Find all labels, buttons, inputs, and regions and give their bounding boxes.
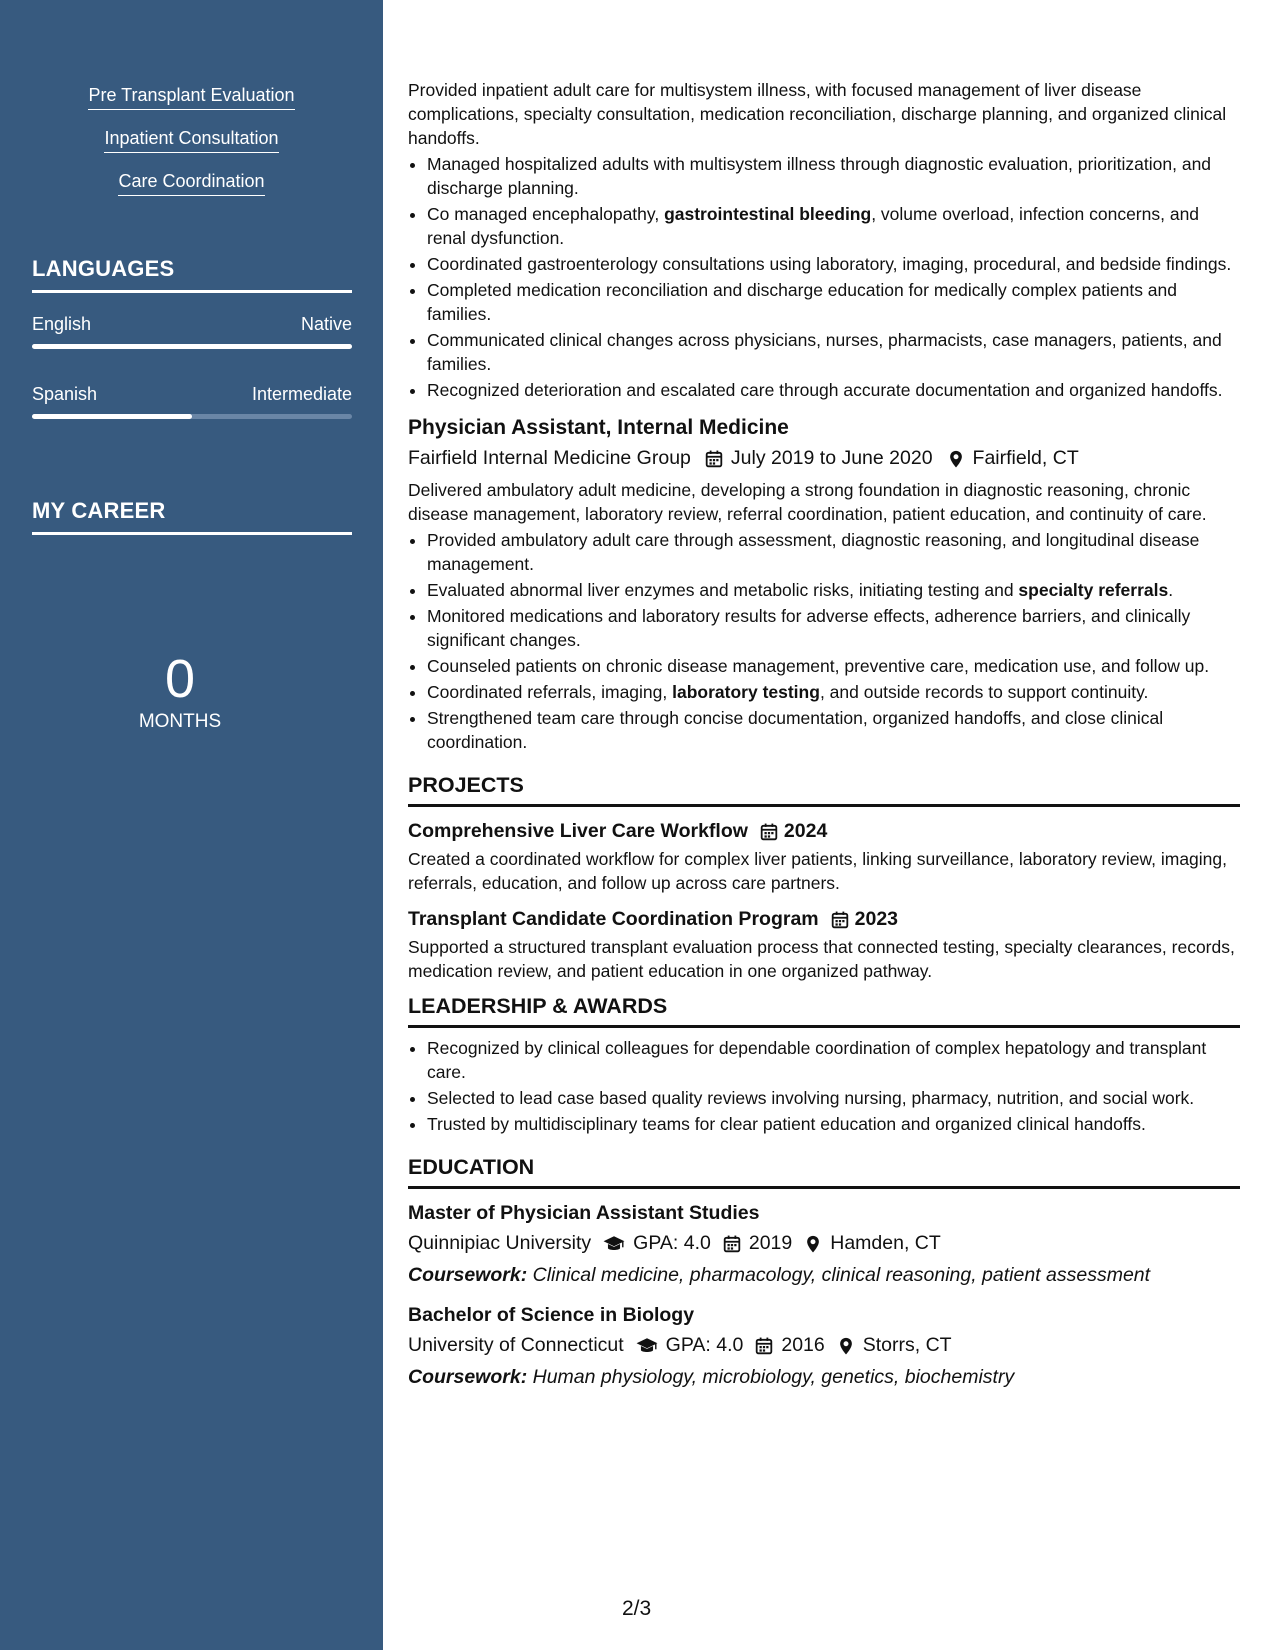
proficiency-fill xyxy=(32,414,192,419)
page-number: 2/3 xyxy=(622,1597,652,1620)
skill-item: Pre Transplant Evaluation xyxy=(0,85,383,106)
calendar-icon xyxy=(760,817,778,845)
language-proficiency-bar xyxy=(32,414,352,419)
project-year: 2024 xyxy=(783,820,828,842)
language-level: Intermediate xyxy=(251,384,352,404)
job-title: Physician Assistant, Internal Medicine xyxy=(408,416,789,439)
graduation-cap-icon xyxy=(603,1229,625,1257)
skill-item: Inpatient Consultation xyxy=(0,128,383,149)
section-title-education: EDUCATION xyxy=(408,1154,1240,1189)
company-name: Fairfield Internal Medicine Group xyxy=(408,447,691,469)
school-location: Hamden, CT xyxy=(830,1232,941,1254)
degree-title: Bachelor of Science in Biology xyxy=(408,1304,695,1326)
section-title-projects: PROJECTS xyxy=(408,772,1240,807)
heading-rule xyxy=(32,532,352,535)
bullet-item: • Recognized deterioration and escalated care through accurate documentation and organized handoffs. xyxy=(427,378,1240,402)
project-description: Created a coordinated workflow for complex liver patients, linking surveillance, laboratory review, imaging, referrals, education, and follow up across care partners. xyxy=(408,849,1227,893)
job-meta xyxy=(408,444,1240,472)
calendar-icon xyxy=(723,1229,741,1257)
bullet-item: • Completed medication reconciliation and discharge education for medically complex patients and families. xyxy=(427,278,1240,326)
bullet-item: • Counseled patients on chronic disease management, preventive care, medication use, and follow up. xyxy=(427,654,1240,678)
bullet-item: • Co managed encephalopathy, gastrointestinal bleeding, volume overload, infection concerns, and renal dysfunction. xyxy=(427,202,1240,250)
map-pin-icon xyxy=(837,1331,855,1359)
heading-rule xyxy=(32,290,352,293)
sidebar xyxy=(0,0,383,1650)
school-location: Storrs, CT xyxy=(862,1334,952,1356)
language-level: Native xyxy=(300,314,352,334)
job-summary: Provided inpatient adult care for multisystem illness, with focused management of liver disease complications, specialty consultation, medication reconciliation, discharge planning, and organized clinical handoffs. xyxy=(408,80,1227,148)
career-heading: MY CAREER xyxy=(32,498,352,524)
map-pin-icon xyxy=(804,1229,822,1257)
proficiency-fill xyxy=(32,344,352,349)
school-name: University of Connecticut xyxy=(408,1334,624,1356)
education-meta xyxy=(408,1331,1240,1359)
calendar-icon xyxy=(831,905,849,933)
gpa: GPA: 4.0 xyxy=(665,1334,744,1356)
coursework: Coursework: Human physiology, microbiology, genetics, biochemistry xyxy=(408,1366,1015,1388)
project-title xyxy=(408,817,1240,845)
school-name: Quinnipiac University xyxy=(408,1232,592,1254)
skill-item: Care Coordination xyxy=(0,171,383,192)
main-content xyxy=(408,78,1240,1403)
job-location: Fairfield, CT xyxy=(972,447,1079,469)
calendar-icon xyxy=(705,444,723,472)
language-proficiency-bar xyxy=(32,344,352,349)
project-description: Supported a structured transplant evaluation process that connected testing, specialty clearances, records, medication review, and patient education in one organized pathway. xyxy=(408,937,1235,981)
calendar-icon xyxy=(755,1331,773,1359)
bullet-item: • Managed hospitalized adults with multisystem illness through diagnostic evaluation, prioritization, and discharge planning. xyxy=(427,152,1240,200)
bullet-item: • Provided ambulatory adult care through assessment, diagnostic reasoning, and longitudinal disease management. xyxy=(427,528,1240,576)
graduation-cap-icon xyxy=(636,1331,658,1359)
job-bullets xyxy=(408,528,1240,754)
graduation-year: 2016 xyxy=(781,1334,825,1356)
bullet-item: • Recognized by clinical colleagues for dependable coordination of complex hepatology and transplant care. xyxy=(427,1036,1240,1084)
gpa: GPA: 4.0 xyxy=(633,1232,711,1254)
graduation-year: 2019 xyxy=(748,1232,793,1254)
project-year: 2023 xyxy=(854,908,899,930)
languages-heading: LANGUAGES xyxy=(32,256,352,282)
job-dates: July 2019 to June 2020 xyxy=(730,447,933,469)
job-summary: Delivered ambulatory adult medicine, developing a strong foundation in diagnostic reasoning, chronic disease management, laboratory review, referral coordination, patient education, and continuity of care. xyxy=(408,480,1207,524)
section-title-leadership: LEADERSHIP & AWARDS xyxy=(408,993,1240,1028)
language-name: Spanish xyxy=(32,384,98,404)
bullet-item: • Communicated clinical changes across physicians, nurses, pharmacists, case managers, patients, and families. xyxy=(427,328,1240,376)
project-name: Transplant Candidate Coordination Program xyxy=(408,908,819,930)
coursework: Coursework: Clinical medicine, pharmacology, clinical reasoning, patient assessment xyxy=(408,1264,1151,1286)
bullet-item: • Trusted by multidisciplinary teams for clear patient education and organized clinical handoffs. xyxy=(427,1112,1240,1136)
bullet-item: • Coordinated gastroenterology consultations using laboratory, imaging, procedural, and bedside findings. xyxy=(427,252,1240,276)
bullet-item: • Strengthened team care through concise documentation, organized handoffs, and close clinical coordination. xyxy=(427,706,1240,754)
bullet-item: • Evaluated abnormal liver enzymes and metabolic risks, initiating testing and specialty referrals. xyxy=(427,578,1240,602)
leadership-bullets xyxy=(408,1036,1240,1136)
job-bullets xyxy=(408,152,1240,402)
career-months-value: 0 xyxy=(164,649,196,709)
map-pin-icon xyxy=(947,444,965,472)
career-months-unit: MONTHS xyxy=(138,711,222,732)
bullet-item: • Monitored medications and laboratory results for adverse effects, adherence barriers, and clinically significant changes. xyxy=(427,604,1240,652)
project-title xyxy=(408,905,1240,933)
bullet-item: • Selected to lead case based quality reviews involving nursing, pharmacy, nutrition, and social work. xyxy=(427,1086,1240,1110)
project-name: Comprehensive Liver Care Workflow xyxy=(408,820,748,842)
degree-title: Master of Physician Assistant Studies xyxy=(408,1202,760,1224)
education-meta xyxy=(408,1229,1240,1257)
language-name: English xyxy=(32,314,92,334)
bullet-item: • Coordinated referrals, imaging, laboratory testing, and outside records to support continuity. xyxy=(427,680,1240,704)
